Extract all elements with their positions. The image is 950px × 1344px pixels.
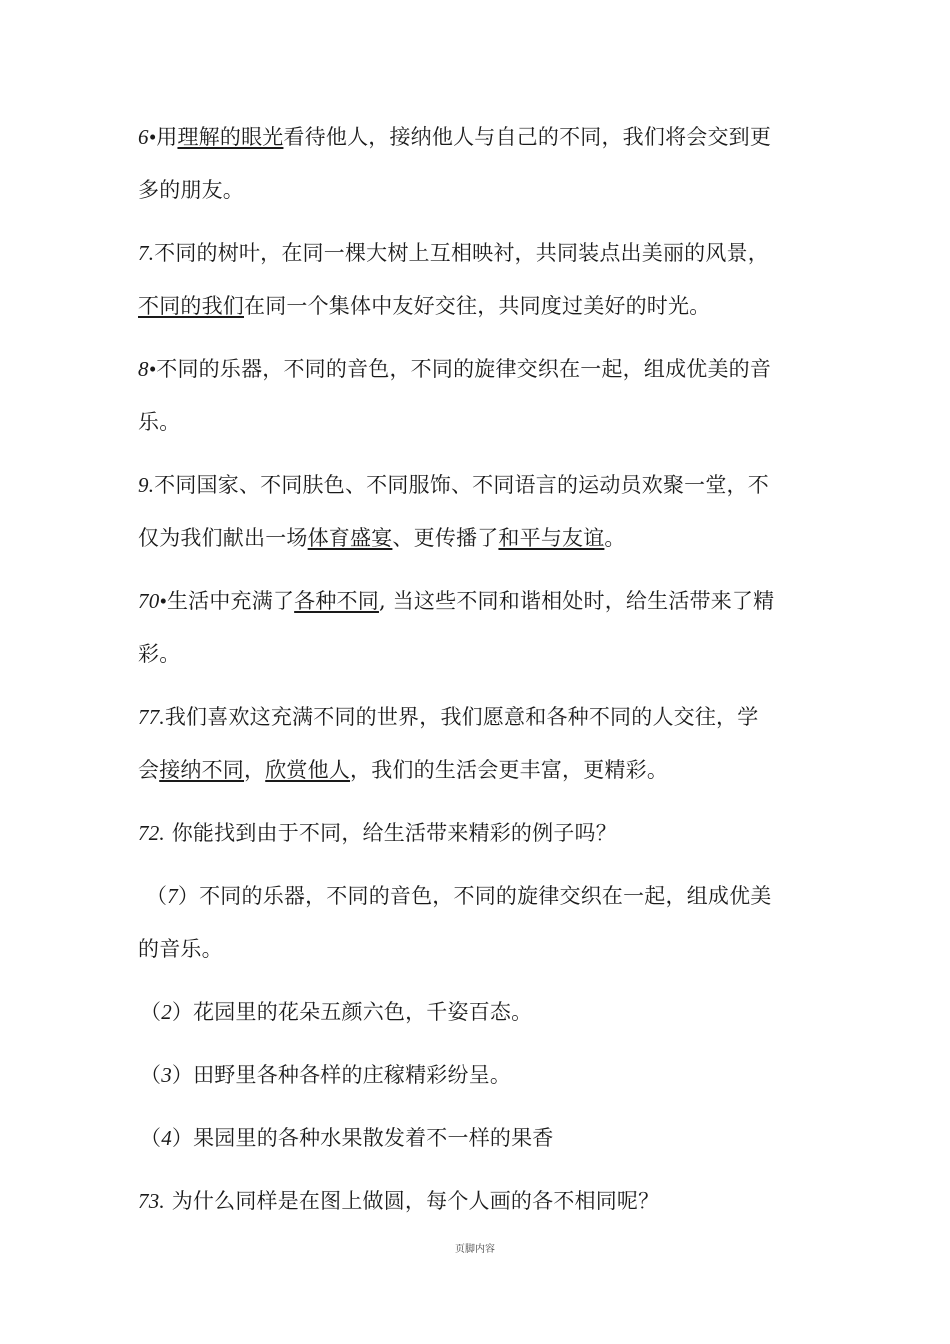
paragraph-6-line-1: 6•用理解的眼光看待他人，接纳他人与自己的不同，我们将会交到更 [138, 125, 772, 149]
paragraph-77-line-2: 会接纳不同，欣赏他人，我们的生活会更丰富，更精彩。 [138, 758, 669, 782]
paragraph-6-line-2: 多的朋友。 [138, 178, 244, 202]
paragraph-70-line-2: 彩。 [138, 642, 181, 666]
paragraph-9-line-2: 仅为我们献出一场体育盛宴、更传播了和平与友谊。 [138, 526, 626, 550]
paragraph-70-line-1: 70•生活中充满了各种不同, 当这些不同和谐相处时，给生活带来了精 [138, 589, 775, 613]
paragraph-8-line-2: 乐。 [138, 410, 181, 434]
paragraph-9-line-1: 9.不同国家、不同肤色、不同服饰、不同语言的运动员欢聚一堂，不 [138, 473, 769, 497]
paragraph-7-line-1: 7.不同的树叶，在同一棵大树上互相映衬，共同装点出美丽的风景， [138, 241, 769, 265]
answer-item-1-line-2: 的音乐。 [138, 937, 223, 961]
paragraph-8-line-1: 8•不同的乐器，不同的音色，不同的旋律交织在一起，组成优美的音 [138, 357, 772, 381]
answer-item-1-line-1: （7）不同的乐器，不同的音色，不同的旋律交织在一起，组成优美 [146, 884, 772, 908]
answer-item-4: （4）果园里的各种水果散发着不一样的果香 [140, 1126, 554, 1150]
paragraph-7-line-2: 不同的我们在同一个集体中友好交往，共同度过美好的时光。 [138, 294, 711, 318]
page-footer: 页脚内容 [455, 1244, 495, 1255]
question-72: 72. 你能找到由于不同，给生活带来精彩的例子吗？ [138, 821, 617, 845]
paragraph-77-line-1: 77.我们喜欢这充满不同的世界，我们愿意和各种不同的人交往，学 [138, 705, 759, 729]
answer-item-2: （2）花园里的花朵五颜六色，千姿百态。 [140, 1000, 533, 1024]
question-73: 73. 为什么同样是在图上做圆，每个人画的各不相同呢？ [138, 1189, 660, 1213]
answer-item-3: （3）田野里各种各样的庄稼精彩纷呈。 [140, 1063, 512, 1087]
